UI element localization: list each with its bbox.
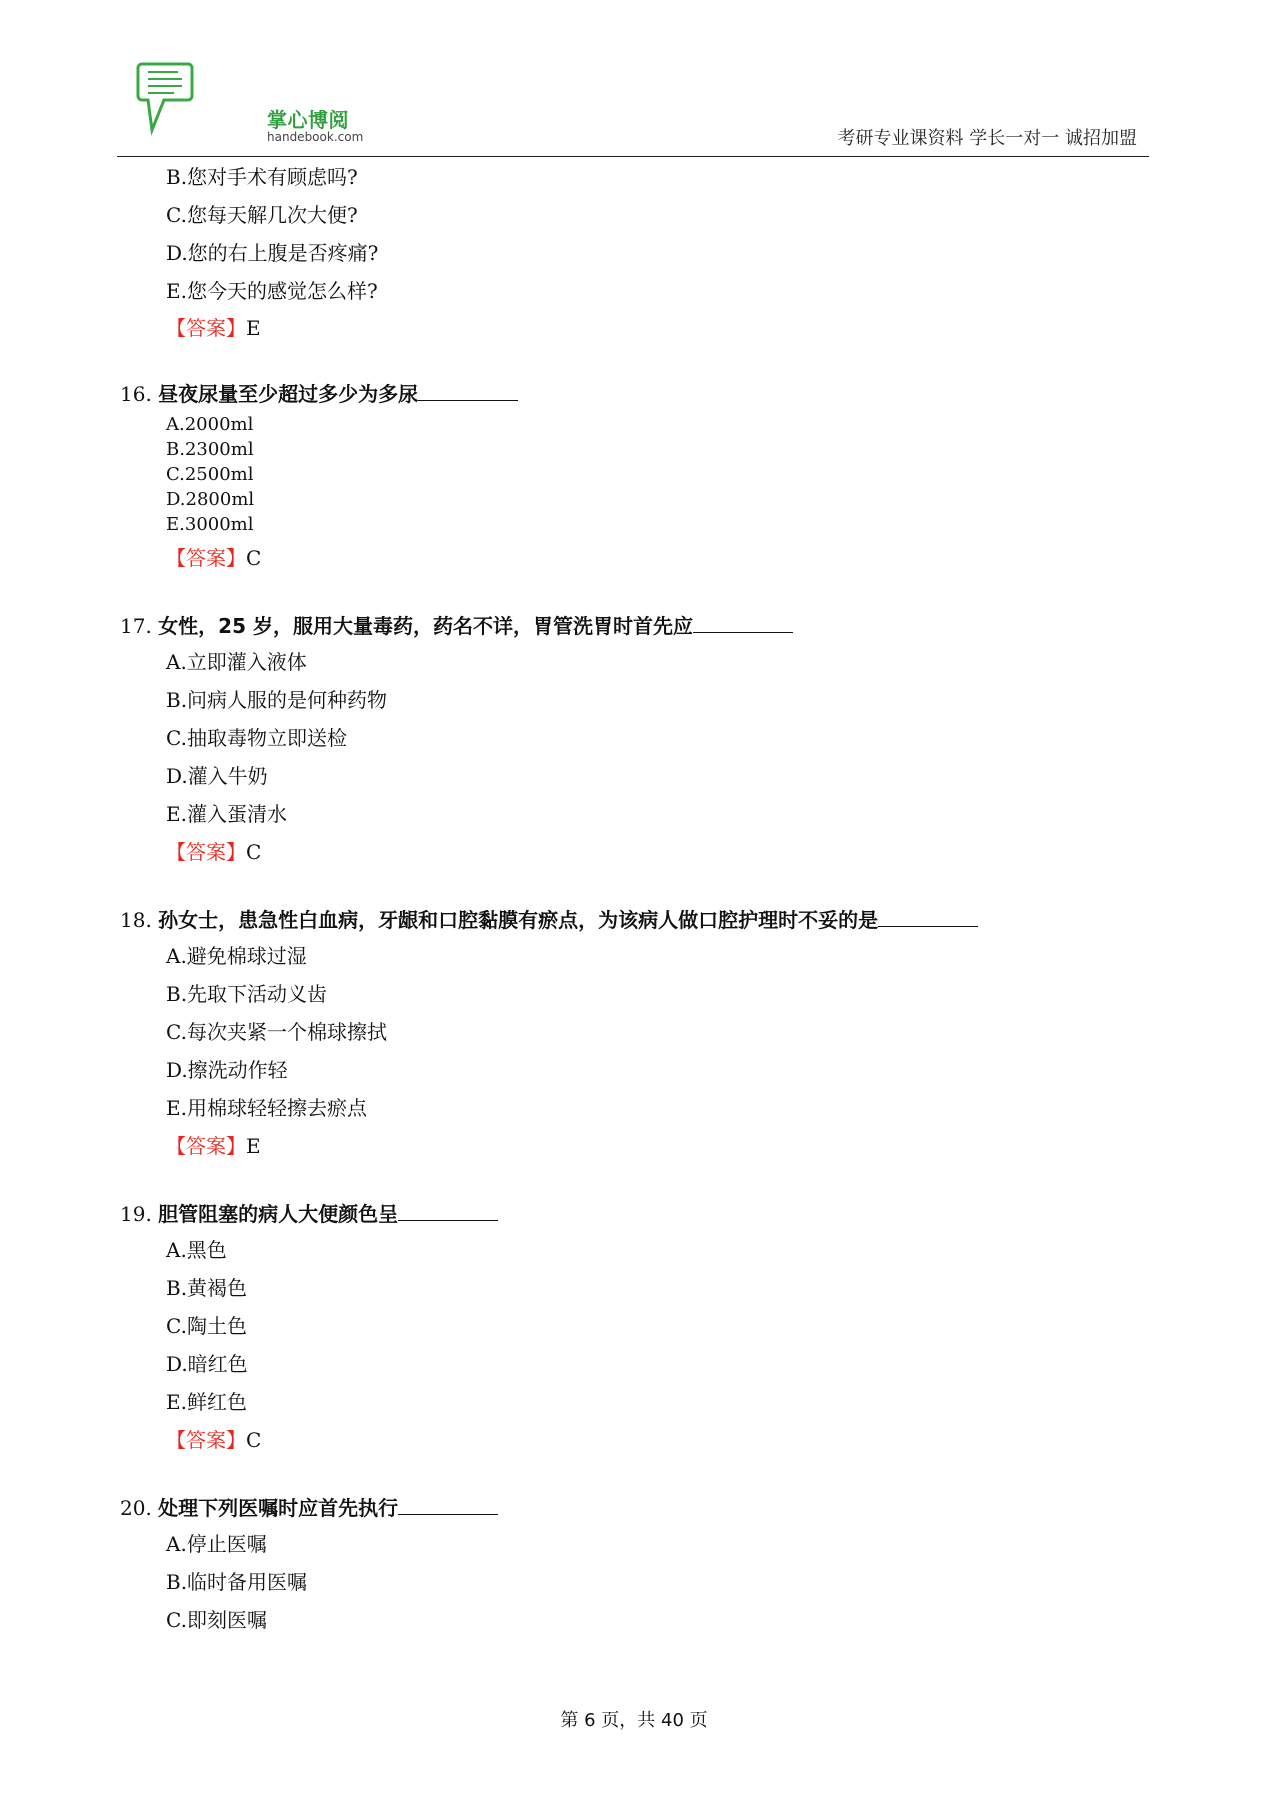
answer-value: C	[246, 1428, 262, 1452]
answer-tag: 【答案】	[166, 546, 246, 570]
q16-option-b: B.2300ml	[166, 439, 254, 460]
q19-stem	[120, 1200, 498, 1228]
q18-option-a: A.避免棉球过湿	[166, 944, 307, 968]
q20-stem	[120, 1494, 498, 1522]
q18-stem	[120, 906, 978, 934]
q19-answer	[166, 1427, 261, 1453]
q18-option-e: E.用棉球轻轻擦去瘀点	[166, 1096, 367, 1120]
answer-value: E	[246, 316, 261, 340]
q17-option-a: A.立即灌入液体	[166, 650, 307, 674]
q16-option-d: D.2800ml	[166, 489, 255, 510]
q16-stem	[120, 380, 518, 408]
answer-blank	[418, 380, 518, 401]
q19-option-c: C.陶土色	[166, 1314, 247, 1338]
logo-chinese-text: 掌心博阅	[267, 108, 349, 132]
q19-option-b: B.黄褐色	[166, 1276, 248, 1300]
q16-answer	[166, 545, 261, 571]
question-number: 18.	[120, 908, 152, 932]
answer-value: E	[246, 1134, 261, 1158]
answer-value: C	[246, 840, 262, 864]
answer-tag: 【答案】	[166, 1428, 246, 1452]
header-slogan: 考研专业课资料 学长一对一 诚招加盟	[837, 128, 1137, 149]
answer-blank	[693, 612, 793, 633]
q15-option-e: E.您今天的感觉怎么样?	[166, 279, 378, 303]
answer-blank	[398, 1200, 498, 1221]
q20-option-b: B.临时备用医嘱	[166, 1570, 308, 1594]
q17-answer	[166, 839, 261, 865]
q17-option-c: C.抽取毒物立即送检	[166, 726, 347, 750]
logo-english-text: handebook.com	[267, 130, 364, 144]
q18-answer	[166, 1133, 261, 1159]
q20-option-a: A.停止医嘱	[166, 1532, 267, 1556]
answer-tag: 【答案】	[166, 1134, 246, 1158]
page-footer: 第 6 页，共 40 页	[560, 1710, 708, 1731]
q18-option-d: D.擦洗动作轻	[166, 1058, 288, 1082]
q17-option-d: D.灌入牛奶	[166, 764, 268, 788]
answer-value: C	[246, 546, 262, 570]
handebook-logo-icon	[134, 60, 274, 152]
answer-tag: 【答案】	[166, 316, 246, 340]
q17-option-b: B.问病人服的是何种药物	[166, 688, 388, 712]
question-text: 胆管阻塞的病人大便颜色呈	[158, 1202, 399, 1226]
q17-stem	[120, 612, 793, 640]
q15-option-b: B.您对手术有顾虑吗?	[166, 165, 358, 189]
q16-option-e: E.3000ml	[166, 514, 254, 535]
q20-option-c: C.即刻医嘱	[166, 1608, 267, 1632]
q18-option-c: C.每次夹紧一个棉球擦拭	[166, 1020, 387, 1044]
q19-option-e: E.鲜红色	[166, 1390, 247, 1414]
q16-option-c: C.2500ml	[166, 464, 254, 485]
question-number: 16.	[120, 382, 152, 406]
question-text: 昼夜尿量至少超过多少为多尿	[158, 382, 419, 406]
question-text: 处理下列医嘱时应首先执行	[158, 1496, 399, 1520]
q17-option-e: E.灌入蛋清水	[166, 802, 287, 826]
q15-option-c: C.您每天解几次大便?	[166, 203, 358, 227]
answer-blank	[398, 1494, 498, 1515]
question-number: 20.	[120, 1496, 152, 1520]
answer-blank	[878, 906, 978, 927]
page-header	[117, 60, 1149, 157]
question-text: 女性，25 岁，服用大量毒药，药名不详，胃管洗胃时首先应	[158, 614, 693, 638]
q16-option-a: A.2000ml	[166, 414, 254, 435]
q15-answer	[166, 315, 261, 341]
q15-option-d: D.您的右上腹是否疼痛?	[166, 241, 379, 265]
q19-option-a: A.黑色	[166, 1238, 227, 1262]
q18-option-b: B.先取下活动义齿	[166, 982, 328, 1006]
answer-tag: 【答案】	[166, 840, 246, 864]
question-number: 19.	[120, 1202, 152, 1226]
q19-option-d: D.暗红色	[166, 1352, 248, 1376]
question-number: 17.	[120, 614, 152, 638]
question-text: 孙女士，患急性白血病，牙龈和口腔黏膜有瘀点，为该病人做口腔护理时不妥的是	[158, 908, 879, 932]
